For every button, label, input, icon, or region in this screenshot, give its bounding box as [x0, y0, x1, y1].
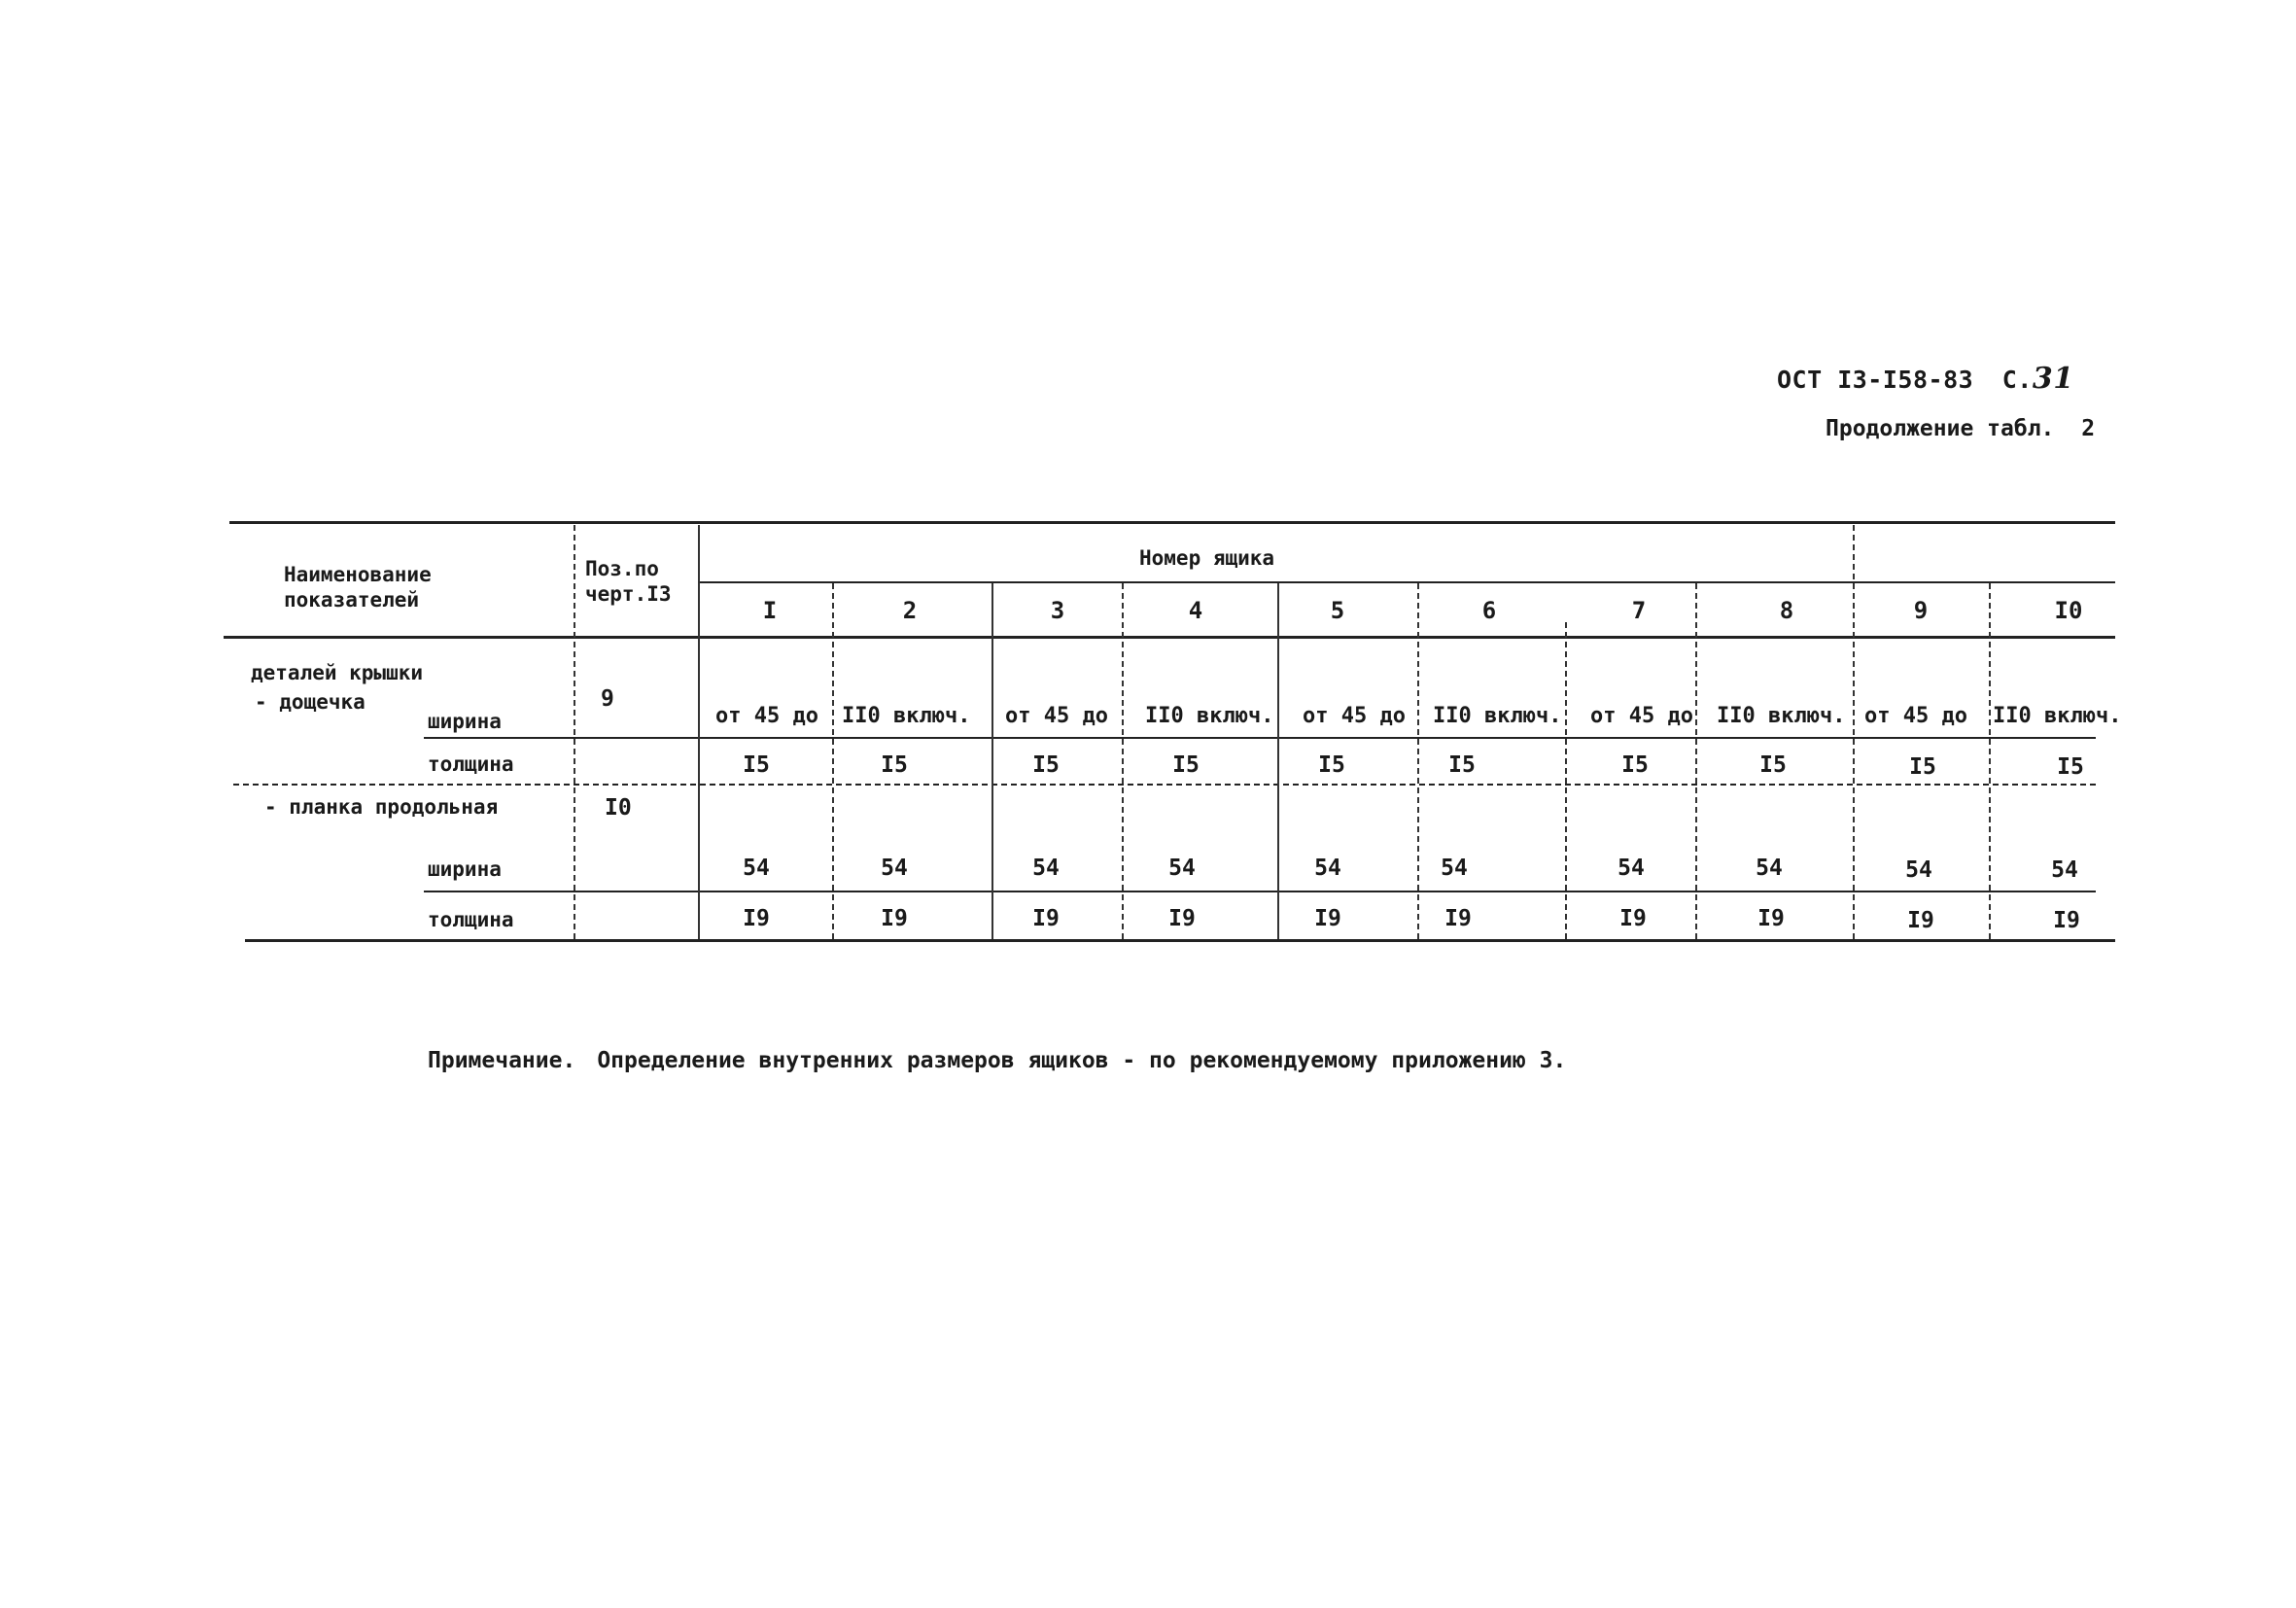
- s2-thickness-9: I9: [1907, 908, 1934, 933]
- footnote-label: Примечание.: [428, 1048, 576, 1073]
- page-number: 31: [2032, 362, 2074, 396]
- box-number-1: I: [762, 597, 778, 624]
- range-from-1: от 45 до: [715, 704, 818, 728]
- box-number-2: 2: [902, 597, 918, 624]
- col-divider-3-4: [1122, 583, 1124, 939]
- section2-row-thickness: толщина: [428, 908, 514, 931]
- range-from-2: от 45 до: [1005, 704, 1108, 728]
- page-prefix: С.: [2001, 366, 2033, 394]
- s1-thickness-9: I5: [1909, 754, 1936, 780]
- box-number-5: 5: [1330, 597, 1345, 624]
- s1-thickness-8: I5: [1759, 752, 1787, 778]
- header-position: [585, 556, 672, 607]
- section1-bottom-border: [233, 784, 2096, 786]
- s2-thickness-6: I9: [1444, 906, 1472, 931]
- box-number-4: 4: [1188, 597, 1203, 624]
- header-position-line1: Поз.по: [585, 557, 659, 580]
- s2-thickness-5: I9: [1314, 906, 1341, 931]
- header-indicator-name: [284, 562, 432, 612]
- s2-width-6: 54: [1441, 856, 1468, 881]
- s1-thickness-7: I5: [1621, 752, 1649, 778]
- footnote-text: Определение внутренних размеров ящиков - по рекомендуемому приложению 3.: [597, 1048, 1567, 1073]
- col-divider-6-7: [1565, 622, 1567, 939]
- footnote: [428, 1048, 1566, 1073]
- header-indicator-name-line2: показателей: [284, 588, 420, 612]
- s2-thickness-7: I9: [1619, 906, 1647, 931]
- section1-width-divider: [424, 737, 2096, 739]
- s2-thickness-4: I9: [1168, 906, 1196, 931]
- col-divider-1-2: [832, 583, 834, 939]
- s1-thickness-6: I5: [1448, 752, 1476, 778]
- box-number-8: 8: [1779, 597, 1794, 624]
- s1-thickness-2: I5: [881, 752, 908, 778]
- col-divider-pos-values: [698, 525, 700, 939]
- header-box-number: Номер ящика: [1139, 546, 1275, 570]
- table-bottom-border: [245, 939, 2115, 942]
- s2-width-8: 54: [1756, 856, 1783, 881]
- s1-thickness-10: I5: [2057, 754, 2084, 780]
- s2-width-10: 54: [2051, 857, 2078, 883]
- header-indicator-name-line1: Наименование: [284, 563, 432, 586]
- section1-pos: 9: [601, 686, 614, 712]
- s2-thickness-2: I9: [881, 906, 908, 931]
- s2-thickness-8: I9: [1757, 906, 1785, 931]
- s2-width-3: 54: [1032, 856, 1060, 881]
- section1-title: деталей крышки: [251, 661, 424, 684]
- s1-thickness-5: I5: [1318, 752, 1345, 778]
- section1-subtitle: - дощечка: [255, 690, 365, 714]
- s2-width-9: 54: [1905, 857, 1932, 883]
- col-divider-8-9: [1853, 525, 1855, 939]
- col-divider-9-10: [1989, 583, 1991, 939]
- continuation-text: Продолжение табл.: [1826, 416, 2055, 441]
- col-divider-7-8: [1695, 583, 1697, 939]
- range-from-4: от 45 до: [1590, 704, 1693, 728]
- s2-width-4: 54: [1168, 856, 1196, 881]
- s1-thickness-3: I5: [1032, 752, 1060, 778]
- doc-code-text: ОСТ I3-I58-83: [1777, 366, 1974, 394]
- section1-row-thickness: толщина: [428, 752, 514, 776]
- table-number: 2: [2081, 416, 2096, 441]
- document-code: [1777, 362, 2074, 396]
- section2-pos: I0: [605, 795, 632, 821]
- col-divider-name-pos: [574, 525, 575, 939]
- range-from-5: от 45 до: [1864, 704, 1967, 728]
- range-to-1: II0 включ.: [842, 704, 971, 728]
- header-position-line2: черт.I3: [585, 582, 672, 606]
- range-from-3: от 45 до: [1303, 704, 1406, 728]
- group-header-divider: [700, 581, 2115, 583]
- s2-thickness-1: I9: [743, 906, 770, 931]
- col-divider-5-6: [1417, 583, 1419, 939]
- section2-title: - планка продольная: [264, 795, 499, 819]
- range-to-2: II0 включ.: [1145, 704, 1274, 728]
- table-continuation: [1826, 416, 2095, 441]
- section2-row-width: ширина: [428, 857, 502, 881]
- s1-thickness-1: I5: [743, 752, 770, 778]
- s2-width-2: 54: [881, 856, 908, 881]
- box-number-10: I0: [2054, 597, 2083, 624]
- section1-row-width: ширина: [428, 710, 502, 733]
- s1-thickness-4: I5: [1172, 752, 1200, 778]
- col-divider-2-3: [991, 583, 993, 939]
- box-number-7: 7: [1631, 597, 1647, 624]
- box-number-6: 6: [1481, 597, 1497, 624]
- col-divider-4-5: [1277, 583, 1279, 939]
- s2-thickness-3: I9: [1032, 906, 1060, 931]
- s2-width-1: 54: [743, 856, 770, 881]
- table-top-border: [229, 521, 2115, 524]
- s2-thickness-10: I9: [2053, 908, 2080, 933]
- header-bottom-border: [224, 636, 2115, 639]
- box-number-3: 3: [1050, 597, 1065, 624]
- range-to-3: II0 включ.: [1433, 704, 1562, 728]
- box-number-9: 9: [1913, 597, 1929, 624]
- range-to-4: II0 включ.: [1717, 704, 1846, 728]
- s2-width-5: 54: [1314, 856, 1341, 881]
- range-to-5: II0 включ.: [1993, 704, 2122, 728]
- section2-width-divider: [424, 891, 2096, 892]
- s2-width-7: 54: [1618, 856, 1645, 881]
